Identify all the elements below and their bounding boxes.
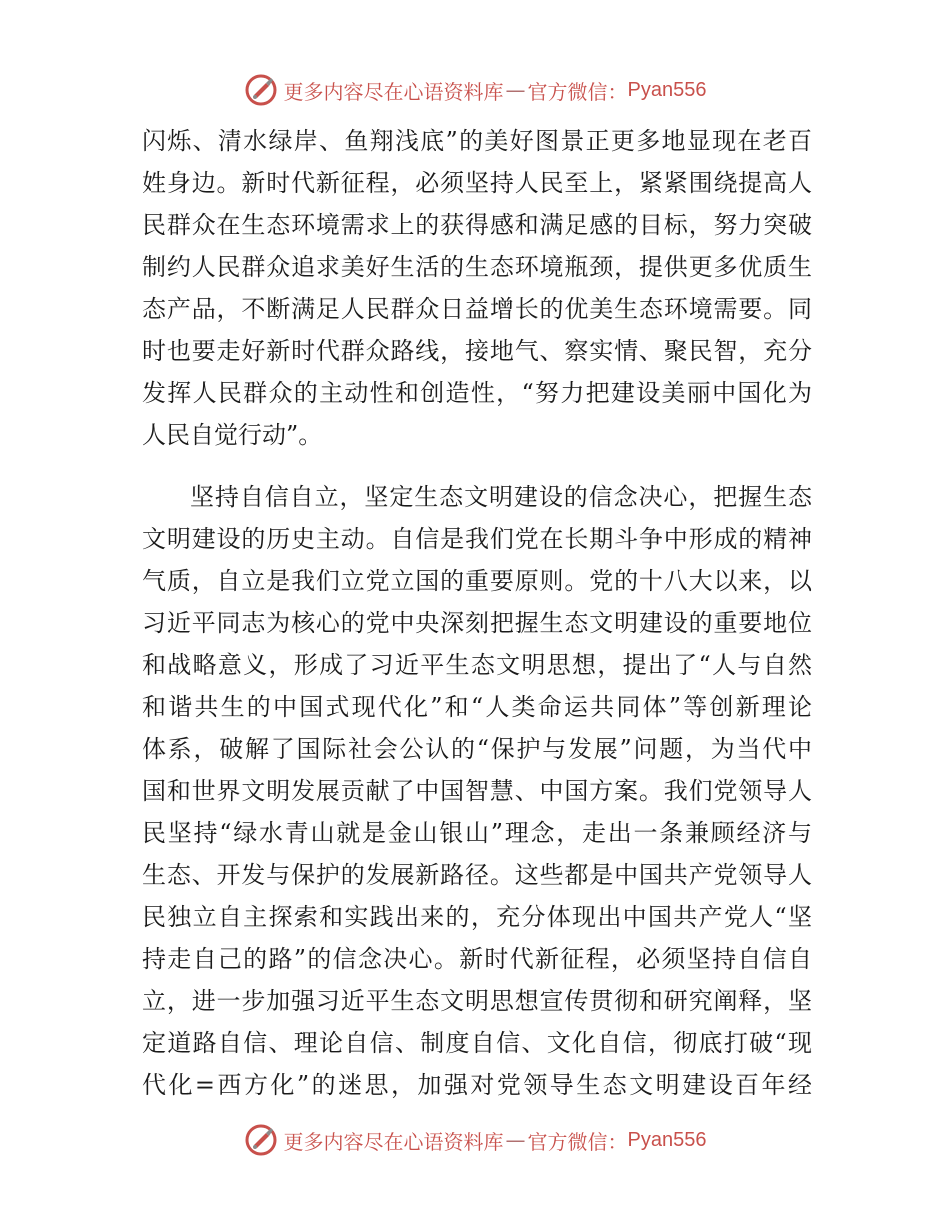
banner-wechat-id: Pyan556 — [627, 1128, 707, 1151]
text-line: 坚持自信自立，坚定生态文明建设的信念决心，把握生态 — [190, 483, 812, 511]
text-line: 文明建设的历史主动。自信是我们党在长期斗争中形成的精神 — [142, 525, 812, 553]
text-line: 气质，自立是我们立党立国的重要原则。党的十八大以来，以 — [142, 567, 812, 595]
text-line: 姓身边。新时代新征程，必须坚持人民至上，紧紧围绕提高人 — [142, 169, 812, 197]
text-line: 持走自己的路”的信念决心。新时代新征程，必须坚持自信自 — [142, 945, 812, 973]
text-line: 民群众在生态环境需求上的获得感和满足感的目标，努力突破 — [142, 211, 812, 239]
banner-separator: — — [505, 1128, 526, 1152]
banner-text: 更多内容尽在心语资料库 — [283, 1129, 504, 1154]
text-line: 人民自觉行动”。 — [142, 421, 323, 449]
text-line: 民坚持“绿水青山就是金山银山”理念，走出一条兼顾经济与 — [142, 819, 812, 847]
text-line: 时也要走好新时代群众路线，接地气、察实情、聚民智，充分 — [142, 337, 812, 365]
text-line: 发挥人民群众的主动性和创造性，“努力把建设美丽中国化为 — [142, 379, 812, 407]
header-banner — [0, 70, 950, 110]
text-line: 代化=西方化”的迷思，加强对党领导生态文明建设百年经 — [142, 1071, 812, 1099]
text-line: 制约人民群众追求美好生活的生态环境瓶颈，提供更多优质生 — [142, 253, 812, 281]
text-line: 闪烁、清水绿岸、鱼翔浅底”的美好图景正更多地显现在老百 — [142, 127, 812, 155]
text-line: 民独立自主探索和实践出来的，充分体现出中国共产党人“坚 — [142, 903, 812, 931]
paragraph-2 — [142, 476, 812, 1106]
paragraph-gap — [142, 456, 812, 476]
text-line: 习近平同志为核心的党中央深刻把握生态文明建设的重要地位 — [142, 609, 812, 637]
banner-wechat-label: 官方微信： — [527, 79, 628, 104]
text-line: 定道路自信、理论自信、制度自信、文化自信，彻底打破“现 — [142, 1029, 812, 1057]
text-line: 和战略意义，形成了习近平生态文明思想，提出了“人与自然 — [142, 651, 812, 679]
document-body — [142, 120, 812, 1106]
brand-logo-icon — [244, 1123, 278, 1157]
text-line: 体系，破解了国际社会公认的“保护与发展”问题，为当代中 — [142, 735, 812, 763]
text-line: 立，进一步加强习近平生态文明思想宣传贯彻和研究阐释，坚 — [142, 987, 812, 1015]
text-line: 和谐共生的中国式现代化”和“人类命运共同体”等创新理论 — [142, 693, 812, 721]
text-line: 生态、开发与保护的发展新路径。这些都是中国共产党领导人 — [142, 861, 812, 889]
footer-banner — [0, 1120, 950, 1160]
brand-logo-icon — [244, 73, 278, 107]
text-line: 国和世界文明发展贡献了中国智慧、中国方案。我们党领导人 — [142, 777, 812, 805]
paragraph-1 — [142, 120, 812, 456]
banner-wechat-id: Pyan556 — [627, 78, 707, 101]
text-line: 态产品，不断满足人民群众日益增长的优美生态环境需要。同 — [142, 295, 812, 323]
banner-separator: — — [505, 78, 526, 102]
banner-wechat-label: 官方微信： — [527, 1129, 628, 1154]
banner-text: 更多内容尽在心语资料库 — [283, 79, 504, 104]
